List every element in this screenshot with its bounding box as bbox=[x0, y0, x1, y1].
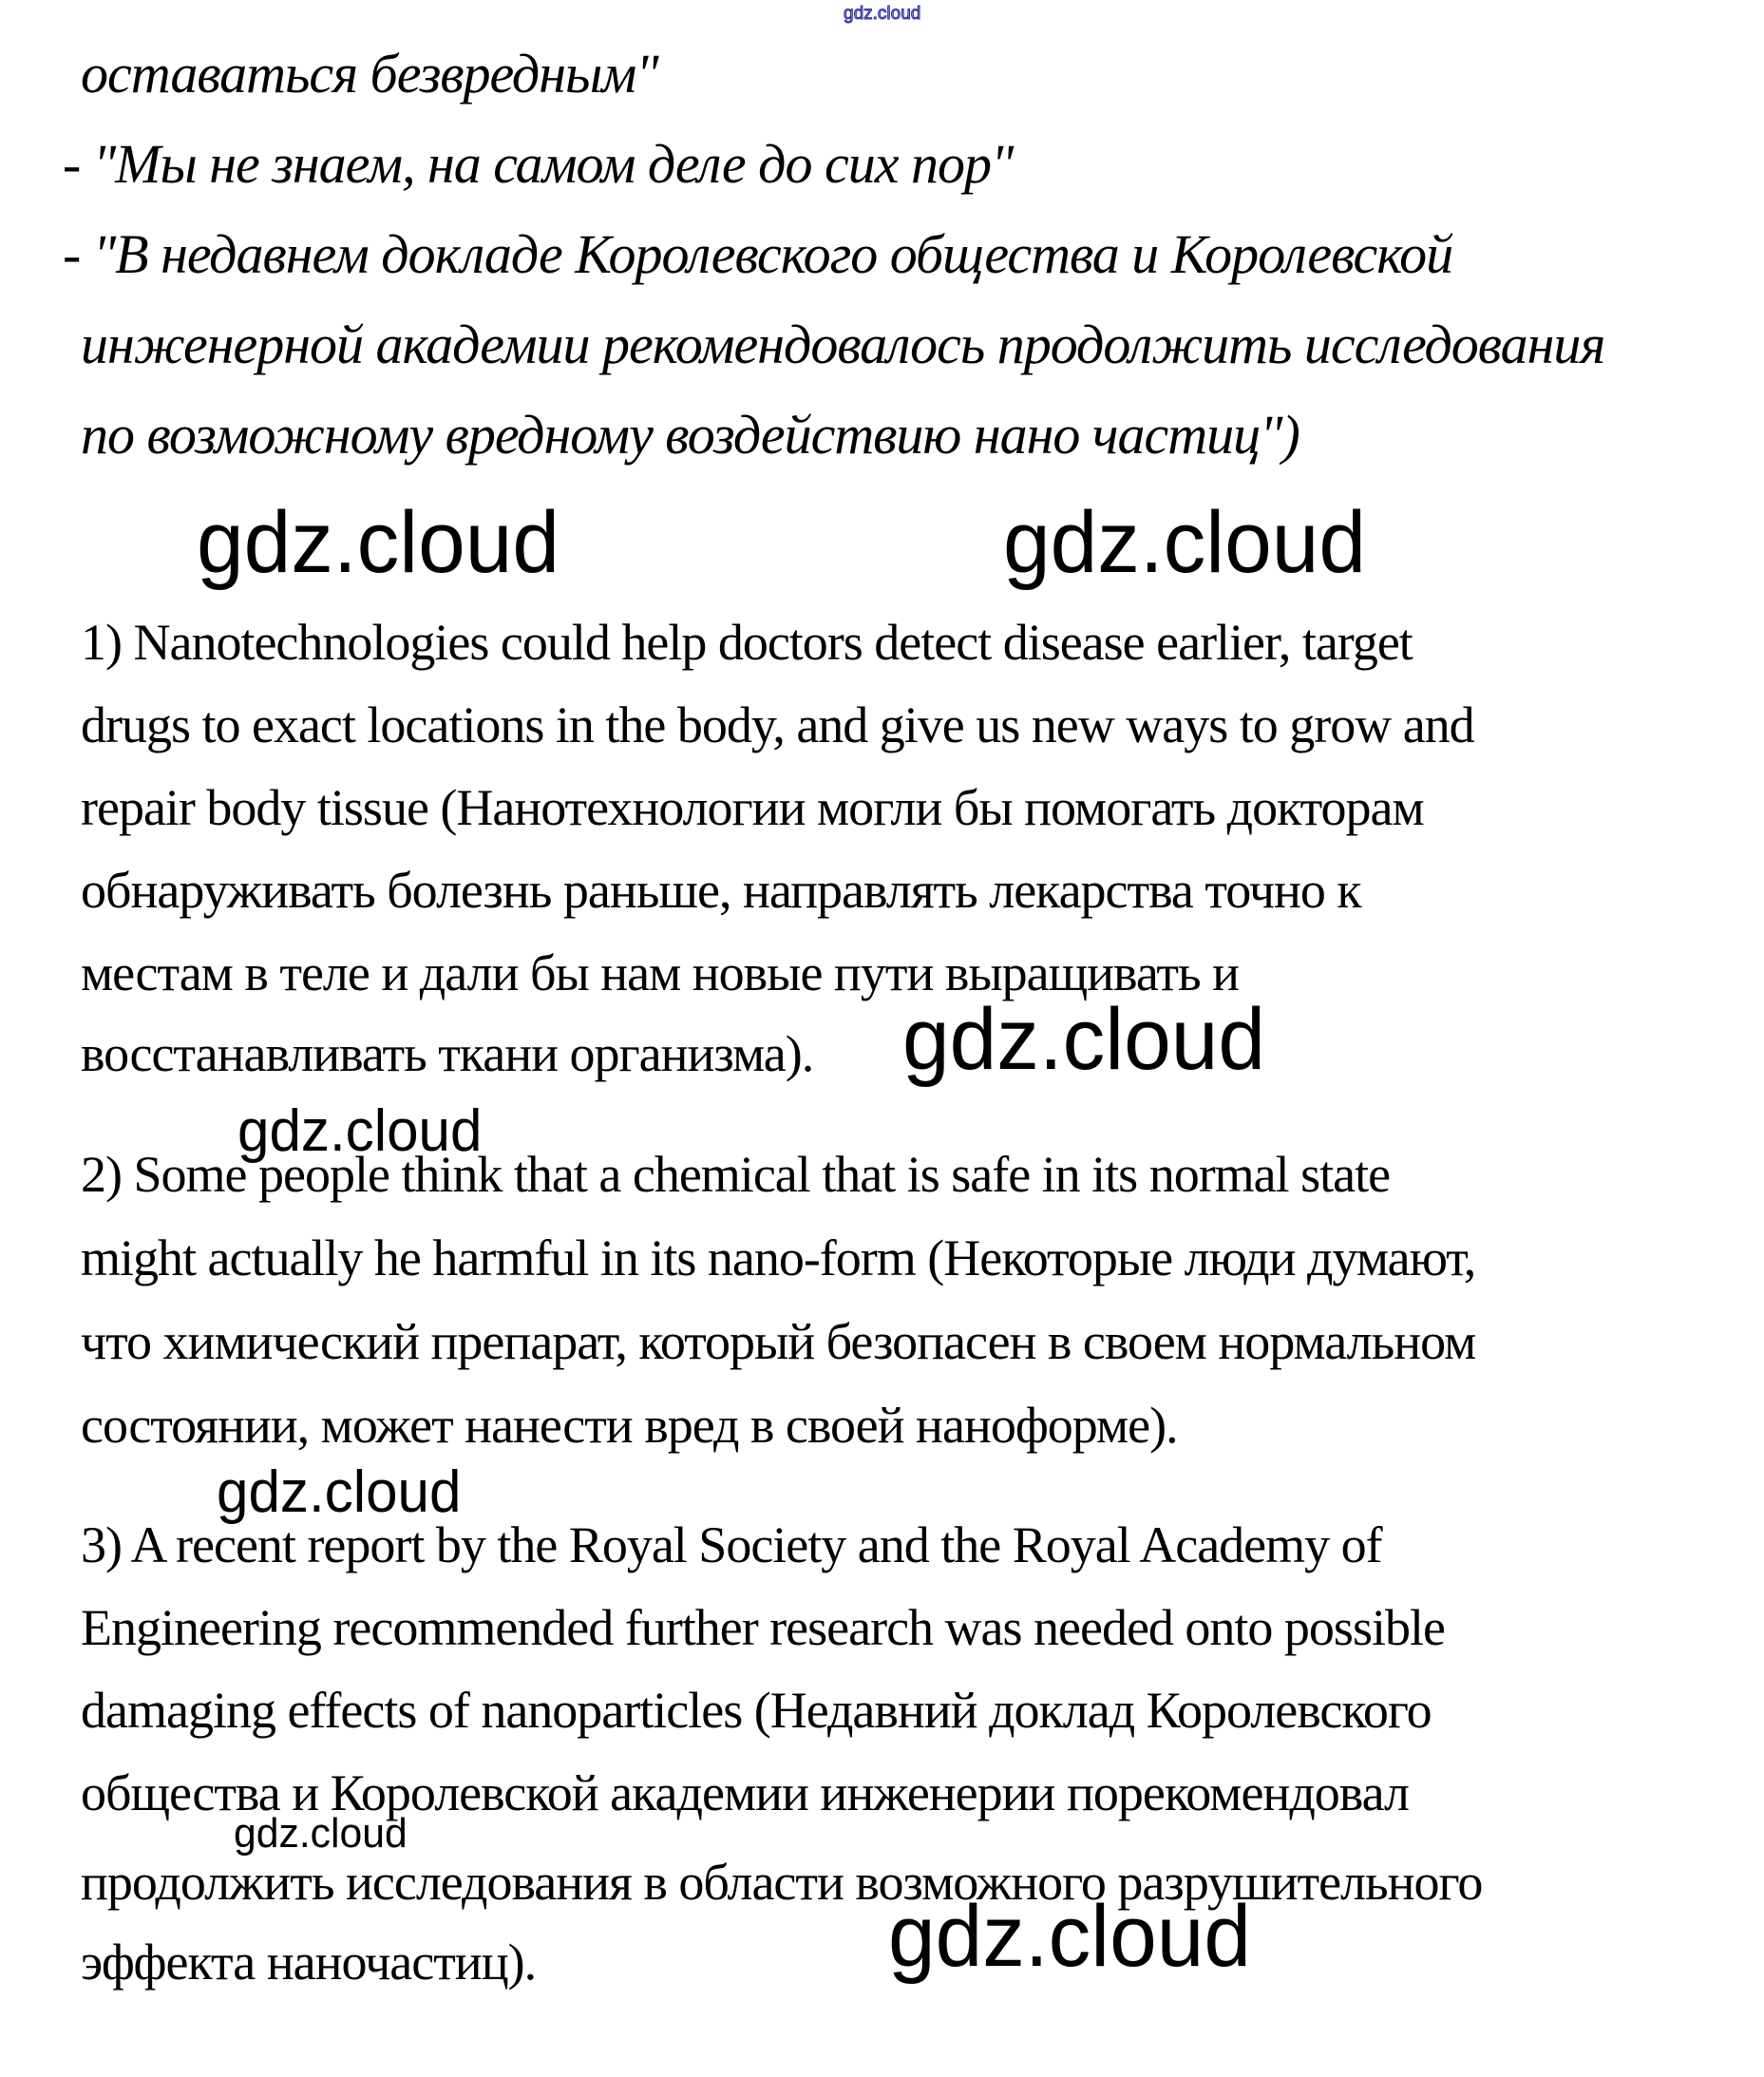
intro-line: - "В недавнем докладе Королевского общества и Королевской bbox=[63, 223, 1453, 285]
watermark-gdz-cloud-large: gdz.cloud bbox=[888, 1888, 1252, 1985]
answer-1-line: восстанавливать ткани организма). bbox=[81, 1025, 814, 1082]
intro-line: инженерной академии рекомендовалось продолжить исследования bbox=[81, 314, 1605, 375]
intro-line: по возможному вредному воздействию нано частиц") bbox=[81, 404, 1299, 466]
answer-1-line: drugs to exact locations in the body, and give us new ways to grow and bbox=[81, 696, 1474, 753]
answer-2-line: 2) Some people think that a chemical that is safe in its normal state bbox=[81, 1146, 1391, 1203]
intro-line: оставаться безвредным" bbox=[81, 43, 658, 105]
answer-3-line: общества и Королевской академии инженерии порекомендовал bbox=[81, 1764, 1409, 1821]
watermark-gdz-cloud-top: gdz.cloud bbox=[844, 4, 921, 24]
answer-3-line: 3) A recent report by the Royal Society and the Royal Academy of bbox=[81, 1516, 1382, 1573]
watermark-gdz-cloud-medium: gdz.cloud bbox=[217, 1459, 462, 1525]
watermark-gdz-cloud-large: gdz.cloud bbox=[902, 991, 1266, 1088]
answer-3-line: damaging effects of nanoparticles (Недавний доклад Королевского bbox=[81, 1682, 1432, 1739]
answer-3-line: продолжить исследования в области возможного разрушительного bbox=[81, 1854, 1483, 1911]
answer-2-line: might actually he harmful in its nano-form (Некоторые люди думают, bbox=[81, 1229, 1476, 1286]
answer-2-line: состоянии, может нанести вред в своей наноформе). bbox=[81, 1397, 1178, 1454]
answer-1-line: обнаруживать болезнь раньше, направлять лекарства точно к bbox=[81, 862, 1361, 919]
answer-3-line: Engineering recommended further research was needed onto possible bbox=[81, 1599, 1445, 1656]
answer-1-line: repair body tissue (Нанотехнологии могли бы помогать докторам bbox=[81, 779, 1424, 836]
watermark-gdz-cloud-large: gdz.cloud bbox=[197, 494, 560, 591]
answer-1-line: местам в теле и дали бы нам новые пути выращивать и bbox=[81, 944, 1240, 1001]
answer-2-line: что химический препарат, который безопасен в своем нормальном bbox=[81, 1313, 1476, 1370]
intro-line: - "Мы не знаем, на самом деле до сих пор" bbox=[63, 133, 1014, 195]
answer-1-line: 1) Nanotechnologies could help doctors detect disease earlier, target bbox=[81, 614, 1413, 671]
watermark-gdz-cloud-medium: gdz.cloud bbox=[237, 1098, 483, 1164]
watermark-gdz-cloud-small: gdz.cloud bbox=[234, 1810, 408, 1857]
watermark-gdz-cloud-large: gdz.cloud bbox=[1003, 494, 1367, 591]
answer-3-line: эффекта наночастиц). bbox=[81, 1934, 537, 1991]
